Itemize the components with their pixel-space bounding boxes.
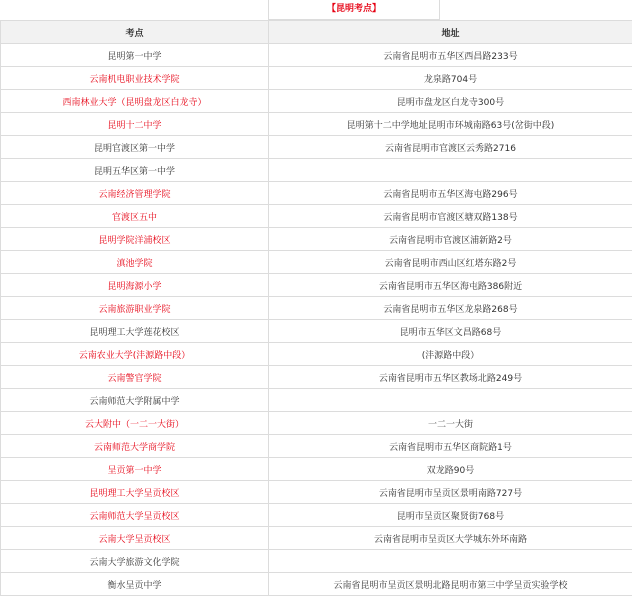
site-name-cell: 昆明理工大学莲花校区 — [1, 320, 269, 343]
address-cell — [269, 159, 632, 182]
site-name-cell: 滇池学院 — [1, 251, 269, 274]
address-cell: 云南省昆明市五华区商院路1号 — [269, 435, 632, 458]
address-cell: 云南省昆明市西山区红塔东路2号 — [269, 251, 632, 274]
address-cell: 云南省昆明市官渡区浦新路2号 — [269, 228, 632, 251]
site-name-cell: 云大附中（一二一大街） — [1, 412, 269, 435]
site-name-cell: 昆明理工大学呈贡校区 — [1, 481, 269, 504]
table-caption: 【昆明考点】 — [268, 0, 440, 20]
table-row — [1, 67, 632, 90]
address-cell: 云南省昆明市呈贡区景明北路昆明市第三中学呈贡实验学校 — [269, 573, 632, 596]
site-name-cell: 呈贡第一中学 — [1, 458, 269, 481]
site-name-cell: 昆明海源小学 — [1, 274, 269, 297]
table-row — [1, 182, 632, 205]
site-name-cell: 云南警官学院 — [1, 366, 269, 389]
table-row — [1, 481, 632, 504]
table-row — [1, 297, 632, 320]
table-row — [1, 550, 632, 573]
site-name-cell: 昆明学院洋浦校区 — [1, 228, 269, 251]
table-row — [1, 435, 632, 458]
address-cell: 云南省昆明市五华区教场北路249号 — [269, 366, 632, 389]
site-name-cell: 昆明十二中学 — [1, 113, 269, 136]
table-row — [1, 504, 632, 527]
table-row — [1, 159, 632, 182]
table-row — [1, 251, 632, 274]
address-cell: 云南省昆明市呈贡区大学城东外环南路 — [269, 527, 632, 550]
table-row — [1, 274, 632, 297]
table-row — [1, 412, 632, 435]
site-name-cell: 昆明第一中学 — [1, 44, 269, 67]
address-cell: 龙泉路704号 — [269, 67, 632, 90]
site-name-cell: 云南大学旅游文化学院 — [1, 550, 269, 573]
table-row — [1, 90, 632, 113]
table-row — [1, 320, 632, 343]
address-cell: 云南省昆明市官渡区塘双路138号 — [269, 205, 632, 228]
address-cell: 云南省昆明市五华区海屯路386附近 — [269, 274, 632, 297]
site-name-cell: 昆明五华区第一中学 — [1, 159, 269, 182]
table-row — [1, 389, 632, 412]
address-cell: (沣源路中段） — [269, 343, 632, 366]
site-name-cell: 衡水呈贡中学 — [1, 573, 269, 596]
address-cell: 云南省昆明市五华区海屯路296号 — [269, 182, 632, 205]
address-cell: 云南省昆明市官渡区云秀路2716 — [269, 136, 632, 159]
table-row — [1, 44, 632, 67]
address-cell: 双龙路90号 — [269, 458, 632, 481]
table-row — [1, 366, 632, 389]
table-row — [1, 343, 632, 366]
table-row — [1, 573, 632, 596]
address-cell: 云南省昆明市五华区龙泉路268号 — [269, 297, 632, 320]
site-name-cell: 云南农业大学(沣源路中段） — [1, 343, 269, 366]
site-name-cell: 官渡区五中 — [1, 205, 269, 228]
address-cell — [269, 550, 632, 573]
address-cell: 昆明市五华区文昌路68号 — [269, 320, 632, 343]
address-cell — [269, 389, 632, 412]
table-row — [1, 458, 632, 481]
address-cell: 昆明市盘龙区白龙寺300号 — [269, 90, 632, 113]
site-name-cell: 云南大学呈贡校区 — [1, 527, 269, 550]
site-name-cell: 云南经济管理学院 — [1, 182, 269, 205]
address-cell: 昆明市呈贡区聚贤街768号 — [269, 504, 632, 527]
site-name-cell: 西南林业大学（昆明盘龙区白龙寺） — [1, 90, 269, 113]
table-row — [1, 136, 632, 159]
address-cell: 一二一大街 — [269, 412, 632, 435]
table-row — [1, 527, 632, 550]
exam-sites-table — [0, 20, 632, 596]
table-header-row — [1, 21, 632, 44]
table-row — [1, 228, 632, 251]
address-cell: 云南省昆明市五华区西昌路233号 — [269, 44, 632, 67]
address-cell: 云南省昆明市呈贡区景明南路727号 — [269, 481, 632, 504]
header-address: 地址 — [269, 21, 632, 44]
site-name-cell: 云南旅游职业学院 — [1, 297, 269, 320]
site-name-cell: 云南师范大学呈贡校区 — [1, 504, 269, 527]
site-name-cell: 昆明官渡区第一中学 — [1, 136, 269, 159]
site-name-cell: 云南师范大学商学院 — [1, 435, 269, 458]
table-row — [1, 113, 632, 136]
table-body — [1, 44, 632, 596]
header-site: 考点 — [1, 21, 269, 44]
table-row — [1, 205, 632, 228]
address-cell: 昆明第十二中学地址昆明市环城南路63号(岔街中段) — [269, 113, 632, 136]
caption-area — [0, 0, 632, 20]
site-name-cell: 云南师范大学附属中学 — [1, 389, 269, 412]
site-name-cell: 云南机电职业技术学院 — [1, 67, 269, 90]
